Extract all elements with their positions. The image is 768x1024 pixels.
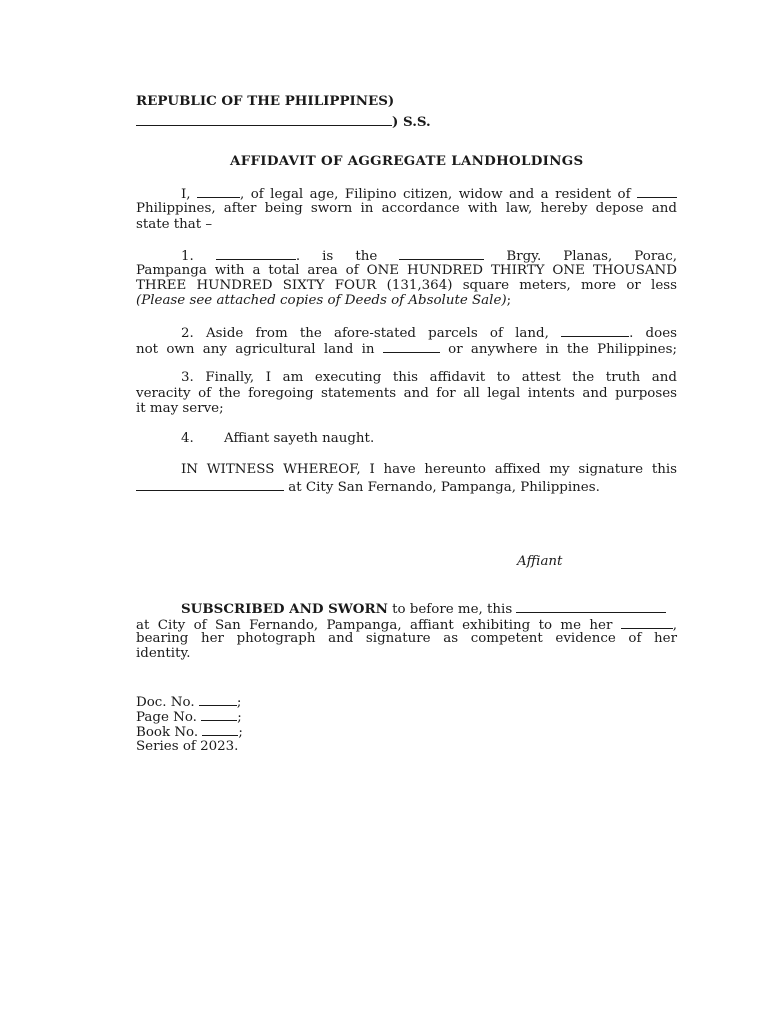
- item4-text: Affiant sayeth naught.: [224, 431, 375, 446]
- item1-blank-1: [216, 247, 296, 260]
- header-venue-line: [136, 113, 677, 130]
- book-no-label: Book No.: [136, 725, 199, 740]
- witness-line1-text: IN WITNESS WHEREOF, I have hereunto affixed my signature this: [181, 462, 677, 477]
- item3-line2-text: veracity of the foregoing statements and for all legal intents and purposes: [136, 386, 677, 401]
- item1-line-2: [136, 263, 677, 279]
- doc-no-label: Doc. No.: [136, 695, 195, 710]
- item2-number: 2.: [181, 326, 194, 341]
- item2-blank-1: [561, 324, 629, 337]
- jurat-bold-text: SUBSCRIBED AND SWORN: [181, 601, 388, 617]
- jurat-line4-text: identity.: [136, 646, 191, 661]
- page-no-label: Page No.: [136, 710, 197, 725]
- jurat-line3-text: bearing her photograph and signature as competent evidence of her: [136, 631, 677, 646]
- jurat-line-4: [136, 646, 677, 662]
- ss-text: ) S.S.: [392, 114, 431, 130]
- item2-line-2: [136, 340, 677, 358]
- item3-number: 3.: [181, 370, 194, 385]
- item2-text-b: . does: [629, 326, 677, 341]
- item2-line2-text-a: not own any agricultural land in: [136, 342, 375, 357]
- notary-series: [136, 739, 677, 755]
- intro-line-3: [136, 217, 677, 233]
- page-no-blank: [201, 708, 237, 721]
- jurat-id-blank: [621, 616, 673, 629]
- witness-line-1: [136, 462, 677, 478]
- intro-line1-text: , of legal age, Filipino citizen, widow and a resident of: [240, 187, 631, 202]
- item3-line-2: [136, 386, 677, 402]
- item3-line3-text: it may serve;: [136, 401, 224, 416]
- jurat-line-3: [136, 631, 677, 647]
- affiant-text: Affiant: [517, 554, 563, 569]
- item1-number: 1.: [181, 249, 194, 264]
- item2-line2-text-b: or anywhere in the Philippines;: [448, 342, 677, 357]
- item1-semicolon: ;: [506, 293, 512, 308]
- affiant-label: [517, 554, 562, 570]
- doc-no-semicolon: ;: [236, 695, 242, 710]
- intro-i: I,: [181, 187, 191, 202]
- header-republic: [136, 93, 677, 109]
- item1-line3-text: THREE HUNDRED SIXTY FOUR (131,364) square meters, more or less: [136, 278, 677, 293]
- doc-no-blank: [199, 693, 237, 706]
- item2-blank-2: [383, 340, 440, 353]
- residence-blank: [637, 185, 677, 198]
- witness-line2-text: at City San Fernando, Pampanga, Philippines.: [288, 480, 600, 495]
- jurat-line2-text: at City of San Fernando, Pampanga, affiant exhibiting to me her: [136, 618, 613, 633]
- intro-line3-text: state that –: [136, 217, 213, 232]
- item1-line2-text: Pampanga with a total area of ONE HUNDRED THIRTY ONE THOUSAND: [136, 263, 677, 278]
- witness-date-blank: [136, 478, 284, 491]
- item4-number: 4.: [181, 431, 194, 446]
- book-no-semicolon: ;: [238, 725, 243, 740]
- item1-line-4: [136, 293, 677, 309]
- item2-text-a: Aside from the afore-stated parcels of land,: [206, 326, 549, 341]
- series-text: Series of 2023.: [136, 739, 239, 754]
- item1-text-b: Brgy. Planas, Porac,: [506, 249, 677, 264]
- page-no-semicolon: ;: [237, 710, 242, 725]
- item4-line-1: [136, 431, 677, 447]
- item3-text-a: Finally, I am executing this affidavit to attest the truth and: [205, 370, 677, 385]
- witness-line-2: [136, 478, 677, 496]
- jurat-comma: ,: [672, 618, 677, 633]
- affiant-name-blank: [197, 185, 240, 198]
- item1-blank-2: [399, 247, 484, 260]
- item1-text-a: . is the: [295, 249, 378, 264]
- republic-text: REPUBLIC OF THE PHILIPPINES): [136, 93, 395, 109]
- jurat-text-a: to before me, this: [392, 602, 513, 617]
- intro-line-2: [136, 201, 677, 217]
- item3-line-3: [136, 401, 677, 417]
- jurat-date-blank: [516, 600, 666, 613]
- item1-line-3: [136, 278, 677, 294]
- item3-line-1: [136, 370, 677, 386]
- intro-line2-text: Philippines, after being sworn in accordance with law, hereby depose and: [136, 201, 677, 216]
- venue-blank: [136, 113, 392, 126]
- title-text: AFFIDAVIT OF AGGREGATE LANDHOLDINGS: [230, 153, 584, 169]
- item1-deeds-note: (Please see attached copies of Deeds of Absolute Sale): [136, 293, 507, 308]
- document-title: [230, 153, 583, 169]
- book-no-blank: [202, 723, 238, 736]
